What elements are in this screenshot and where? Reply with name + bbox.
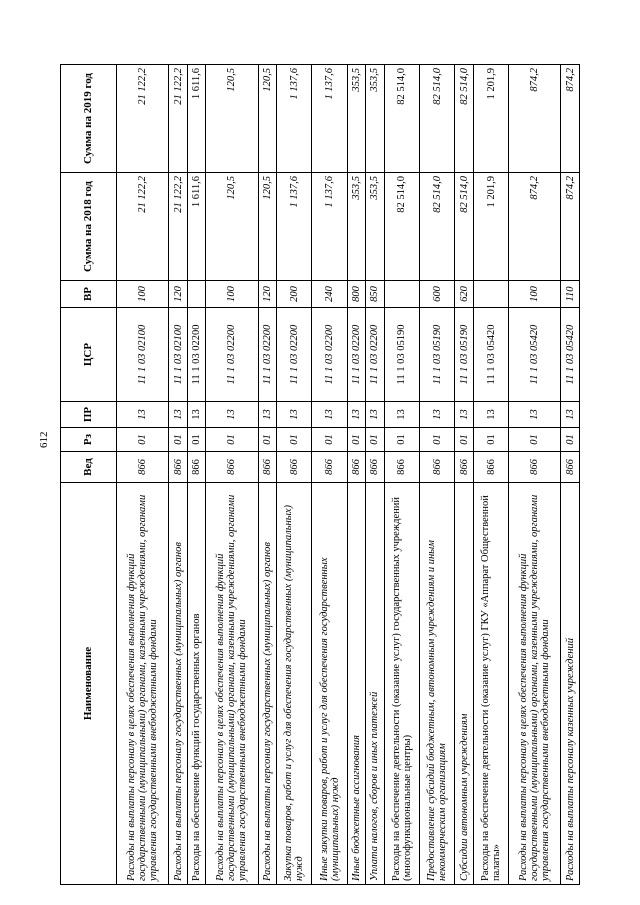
cell-ved: 866 xyxy=(366,452,384,483)
cell-s2018: 874,2 xyxy=(509,173,561,281)
cell-ved: 866 xyxy=(473,452,508,483)
cell-csr: 11 1 03 02100 xyxy=(117,308,169,402)
cell-pr: 13 xyxy=(187,402,205,428)
cell-s2018: 82 514,0 xyxy=(384,173,419,281)
cell-rz: 01 xyxy=(187,428,205,452)
header-rz: Рз xyxy=(61,428,117,452)
cell-name: Расходы на выплаты персоналу казенных учреждений xyxy=(561,483,580,885)
header-pr: ПР xyxy=(61,402,117,428)
cell-csr: 11 1 03 02200 xyxy=(347,308,365,402)
cell-name: Уплата налогов, сборов и иных платежей xyxy=(366,483,384,885)
cell-vr: 100 xyxy=(117,281,169,308)
cell-csr: 11 1 03 02200 xyxy=(258,308,276,402)
cell-ved: 866 xyxy=(169,452,187,483)
cell-ved: 866 xyxy=(384,452,419,483)
table-row xyxy=(384,65,419,885)
table-row xyxy=(117,65,169,885)
budget-table-container xyxy=(60,65,580,885)
cell-vr: 200 xyxy=(276,281,311,308)
table-row xyxy=(206,65,258,885)
cell-vr: 620 xyxy=(455,281,473,308)
cell-rz: 01 xyxy=(561,428,580,452)
cell-csr: 11 1 03 05190 xyxy=(384,308,419,402)
cell-csr: 11 1 03 05190 xyxy=(419,308,454,402)
table-row xyxy=(455,65,473,885)
cell-rz: 01 xyxy=(169,428,187,452)
cell-vr: 100 xyxy=(206,281,258,308)
cell-vr: 110 xyxy=(561,281,580,308)
cell-ved: 866 xyxy=(117,452,169,483)
cell-pr: 13 xyxy=(276,402,311,428)
cell-vr xyxy=(384,281,419,308)
cell-s2018: 21 122,2 xyxy=(169,173,187,281)
cell-rz: 01 xyxy=(473,428,508,452)
cell-pr: 13 xyxy=(117,402,169,428)
cell-name: Предоставление субсидий бюджетным, автономным учреждениям и иным некоммерческим организациям xyxy=(419,483,454,885)
cell-ved: 866 xyxy=(187,452,205,483)
cell-rz: 01 xyxy=(117,428,169,452)
header-csr: ЦСР xyxy=(61,308,117,402)
cell-vr: 120 xyxy=(169,281,187,308)
cell-s2018: 82 514,0 xyxy=(419,173,454,281)
cell-s2019: 1 201,9 xyxy=(473,65,508,173)
cell-csr: 11 1 03 05420 xyxy=(561,308,580,402)
cell-pr: 13 xyxy=(169,402,187,428)
cell-name: Закупка товаров, работ и услуг для обеспечения государственных (муниципальных) нужд xyxy=(276,483,311,885)
header-vr: ВР xyxy=(61,281,117,308)
cell-rz: 01 xyxy=(509,428,561,452)
cell-s2019: 353,5 xyxy=(366,65,384,173)
cell-s2019: 120,5 xyxy=(258,65,276,173)
table-row xyxy=(347,65,365,885)
cell-pr: 13 xyxy=(509,402,561,428)
cell-rz: 01 xyxy=(347,428,365,452)
cell-s2019: 82 514,0 xyxy=(384,65,419,173)
cell-pr: 13 xyxy=(206,402,258,428)
cell-rz: 01 xyxy=(206,428,258,452)
table-row xyxy=(561,65,580,885)
cell-s2019: 874,2 xyxy=(509,65,561,173)
cell-s2019: 874,2 xyxy=(561,65,580,173)
cell-pr: 13 xyxy=(419,402,454,428)
cell-ved: 866 xyxy=(561,452,580,483)
cell-rz: 01 xyxy=(384,428,419,452)
header-name: Наименование xyxy=(61,483,117,885)
cell-pr: 13 xyxy=(347,402,365,428)
cell-ved: 866 xyxy=(455,452,473,483)
cell-vr: 240 xyxy=(312,281,347,308)
cell-pr: 13 xyxy=(312,402,347,428)
cell-csr: 11 1 03 05420 xyxy=(473,308,508,402)
cell-name: Субсидии автономным учреждениям xyxy=(455,483,473,885)
cell-vr: 600 xyxy=(419,281,454,308)
cell-name: Расходы на обеспечение функций государственных органов xyxy=(187,483,205,885)
cell-s2018: 1 137,6 xyxy=(276,173,311,281)
table-row xyxy=(258,65,276,885)
table-header-row xyxy=(61,65,117,885)
cell-s2018: 82 514,0 xyxy=(455,173,473,281)
header-sum-2018: Сумма на 2018 год xyxy=(61,173,117,281)
cell-name: Иные бюджетные ассигнования xyxy=(347,483,365,885)
cell-name: Расходы на выплаты персоналу государственных (муниципальных) органов xyxy=(258,483,276,885)
cell-s2018: 353,5 xyxy=(347,173,365,281)
cell-s2018: 120,5 xyxy=(258,173,276,281)
cell-pr: 13 xyxy=(561,402,580,428)
cell-name: Иные закупки товаров, работ и услуг для обеспечения государственных (муниципальных) нужд xyxy=(312,483,347,885)
cell-name: Расходы на обеспечение деятельности (оказание услуг) государственных учреждений (многофункциональные центры) xyxy=(384,483,419,885)
page-number: 612 xyxy=(38,431,50,448)
cell-ved: 866 xyxy=(206,452,258,483)
cell-csr: 11 1 03 02100 xyxy=(169,308,187,402)
cell-s2019: 21 122,2 xyxy=(117,65,169,173)
table-row xyxy=(276,65,311,885)
cell-name: Расходы на выплаты персоналу государственных (муниципальных) органов xyxy=(169,483,187,885)
cell-pr: 13 xyxy=(473,402,508,428)
cell-s2018: 1 137,6 xyxy=(312,173,347,281)
cell-ved: 866 xyxy=(276,452,311,483)
cell-s2019: 1 137,6 xyxy=(312,65,347,173)
cell-name: Расходы на выплаты персоналу в целях обеспечения выполнения функций государственными (муниципальными) органами, казенными учреждениями, органами управления государственными внебюджетными фондами xyxy=(206,483,258,885)
cell-vr: 800 xyxy=(347,281,365,308)
cell-s2018: 1 201,9 xyxy=(473,173,508,281)
cell-s2019: 21 122,2 xyxy=(169,65,187,173)
cell-ved: 866 xyxy=(419,452,454,483)
cell-ved: 866 xyxy=(312,452,347,483)
cell-pr: 13 xyxy=(384,402,419,428)
cell-s2018: 1 611,6 xyxy=(187,173,205,281)
cell-s2018: 21 122,2 xyxy=(117,173,169,281)
cell-rz: 01 xyxy=(276,428,311,452)
cell-s2019: 353,5 xyxy=(347,65,365,173)
cell-pr: 13 xyxy=(455,402,473,428)
cell-s2019: 1 611,6 xyxy=(187,65,205,173)
cell-name: Расходы на выплаты персоналу в целях обеспечения выполнения функций государственными (муниципальными) органами, казенными учреждениями, органами управления государственными внебюджетными фондами xyxy=(117,483,169,885)
cell-s2019: 1 137,6 xyxy=(276,65,311,173)
table-row xyxy=(312,65,347,885)
cell-rz: 01 xyxy=(312,428,347,452)
cell-rz: 01 xyxy=(455,428,473,452)
cell-vr xyxy=(473,281,508,308)
cell-s2019: 82 514,0 xyxy=(419,65,454,173)
cell-vr xyxy=(187,281,205,308)
cell-ved: 866 xyxy=(347,452,365,483)
table-row xyxy=(419,65,454,885)
cell-csr: 11 1 03 02200 xyxy=(187,308,205,402)
cell-vr: 100 xyxy=(509,281,561,308)
cell-rz: 01 xyxy=(419,428,454,452)
cell-rz: 01 xyxy=(258,428,276,452)
cell-name: Расходы на обеспечение деятельности (оказание услуг) ГКУ «Аппарат Общественной палаты» xyxy=(473,483,508,885)
cell-s2019: 120,5 xyxy=(206,65,258,173)
cell-s2019: 82 514,0 xyxy=(455,65,473,173)
cell-s2018: 353,5 xyxy=(366,173,384,281)
cell-pr: 13 xyxy=(366,402,384,428)
cell-csr: 11 1 03 05190 xyxy=(455,308,473,402)
cell-vr: 120 xyxy=(258,281,276,308)
table-row xyxy=(509,65,561,885)
table-row xyxy=(169,65,187,885)
table-row xyxy=(473,65,508,885)
budget-table xyxy=(60,64,580,885)
cell-name: Расходы на выплаты персоналу в целях обеспечения выполнения функций государственными (муниципальными) органами, казенными учреждениями, органами управления государственными внебюджетными фондами xyxy=(509,483,561,885)
cell-s2018: 874,2 xyxy=(561,173,580,281)
cell-pr: 13 xyxy=(258,402,276,428)
cell-ved: 866 xyxy=(258,452,276,483)
cell-vr: 850 xyxy=(366,281,384,308)
cell-s2018: 120,5 xyxy=(206,173,258,281)
header-sum-2019: Сумма на 2019 год xyxy=(61,65,117,173)
cell-csr: 11 1 03 02200 xyxy=(276,308,311,402)
cell-ved: 866 xyxy=(509,452,561,483)
cell-csr: 11 1 03 02200 xyxy=(206,308,258,402)
header-ved: Вед xyxy=(61,452,117,483)
cell-csr: 11 1 03 02200 xyxy=(366,308,384,402)
table-row xyxy=(187,65,205,885)
cell-rz: 01 xyxy=(366,428,384,452)
cell-csr: 11 1 03 02200 xyxy=(312,308,347,402)
cell-csr: 11 1 03 05420 xyxy=(509,308,561,402)
table-row xyxy=(366,65,384,885)
